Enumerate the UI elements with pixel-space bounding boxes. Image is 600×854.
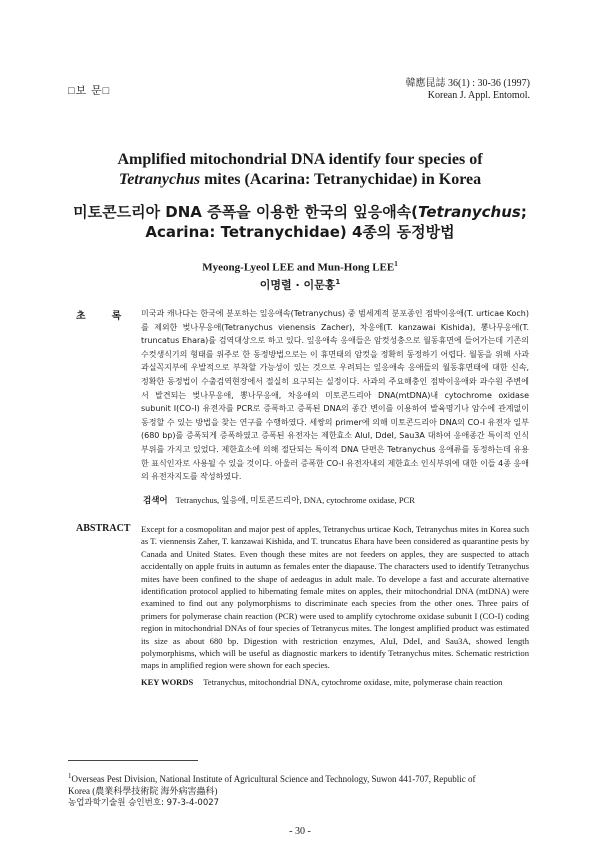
korean-abstract-label: 초록 <box>76 311 148 322</box>
korean-title-line1 <box>60 202 540 222</box>
footnote-rule <box>68 760 198 761</box>
footnote-line3: 농업과학기술원 승인번호: 97-3-4-0027 <box>68 798 220 808</box>
keywords-label: KEY WORDS <box>141 677 194 687</box>
abstract-text: Except for a cosmopolitan and major pest of apples, Tetranychus urticae Koch, Tetranychus mites in Korea such as T. viennensis Zaher, T. kanzawai Kishida, and T. truncatus Ehara have been considered as quarantine pests by Canada and United States. Even though these mites are not feeders on apples, they are suspected to attach accidentally on apple fruits in autumn as females enter the diapause. The characters used to identify Tetranychus mites have been confined to the shape of aedeagus in adult male. To develope a fast and accurate alternative identification protocol applied to hibernating female mites on apples, their mitochondrial DNA (mtDNA) were examined to find out any polymorphisms to discriminate each species from the other ones. Three pairs of primers for polymerase chain reaction (PCR) were used to amplify cytochrome oxidase subunit I (CO-I) coding region in mitochondrial DNAs of four species of Tetranycus mites. The longest amplified product was estimated its size as about 680 bp. Digestion with restriction enzymes, AluI, DdeI, and Sau3A, showed length polymorphisms, which will be useful as diagnostic markers to identify Tetranychus mites. Schematic restriction maps in amplified region were shown for each species. <box>141 524 529 671</box>
korean-title-line2: Acarina: Tetranychidae) 4종의 동정방법 <box>145 223 455 241</box>
footnote-line1: $^1$Overseas Pest Division, National Institute of Agricultural Science and Technology, Suwon 441-707, Republic of <box>68 772 476 784</box>
english-title <box>60 150 540 190</box>
korean-title-pre: 미토콘드리아 DNA 증폭을 이용한 한국의 잎응애속( <box>73 203 419 221</box>
journal-citation <box>406 78 530 102</box>
abstract-label: ABSTRACT <box>76 523 131 534</box>
korean-keywords-text: Tetranychus, 잎응애, 미토콘드리아, DNA, cytochrome oxidase, PCR <box>175 495 415 505</box>
keywords-text: Tetranychus, mitochondrial DNA, cytochrome oxidase, mite, polymerase chain reaction <box>203 677 503 687</box>
journal-english: Korean J. Appl. Entomol. <box>427 90 530 101</box>
english-title-line1: Amplified mitochondrial DNA identify four species of <box>117 151 483 168</box>
footnote-line2: Korea (農業科學技術院 海外病害蟲科) <box>68 786 218 796</box>
page-number: - 30 - <box>289 826 311 837</box>
title-genus: Tetranychus <box>118 171 201 188</box>
english-title-line2 <box>60 170 540 190</box>
korean-keywords <box>143 494 531 506</box>
section-tag: □보 문□ <box>68 85 111 97</box>
footnote <box>68 770 534 809</box>
authors-korean: 이명렬 · 이문홍$^1$ <box>259 277 341 292</box>
author-affil-mark: 1 <box>394 260 398 268</box>
korean-keywords-label: 검색어 <box>143 496 168 506</box>
korean-title-genus: Tetranychus <box>418 203 521 221</box>
title-rest: mites (Acarina: Tetranychidae) in Korea <box>200 171 482 188</box>
journal-line: 韓應昆誌 36(1) : 30-36 (1997) <box>405 78 530 89</box>
author-affil-mark-ko: 1 <box>335 277 341 286</box>
keywords <box>141 677 551 687</box>
korean-abstract-text: 미국과 캐나다는 한국에 분포하는 잎응애속(Tetranychus) 중 범세계적 분포종인 점박이응애(T. urticae Koch)를 제외한 벚나무응애(Tetranychus vienensis Zacher), 차응애(T. kanzawai Kishida), 뽕나무응애(T. truncatus Ehara)를 검역대상으로 하고 있다. 잎응애속 응애들은 암컷성충으로 월동휴면에 들어가는데 기존의 수컷생식기의 형태를 위주로 한 동정방법으로는 이 휴면태의 암컷을 정확히 동정하기 어렵다. 월동을 위해 사과 과실꼭지부에 우발적으로 부착할 가능성이 있는 것으로 우려되는 잎응애속 응애들의 월동휴면태에 대한 신속, 정확한 동정법이 수출검역현장에서 절실히 요구되는 실정이다. 사과의 주요해충인 점박이응애와 과수원 주변에서 발견되는 벚나무응애, 뽕나무응애, 차응애의 미토콘드리아 DNA(mtDNA)내 cytochrome oxidase subunit I(CO-I) 유전자를 PCR로 증폭하고 증폭된 DNA의 종간 변이를 이용하여 발육명기나 암수에 관계없이 동정할 수 있는 방법을 찾는 연구를 수행하였다. 세쌍의 primer에 의해 미토콘드리아 DNA의 CO-I 유전자 일부(680 bp)를 증폭되게 증폭하였고 증폭된 유전자는 제한효소 AluI, DdeI, Sau3A 대하여 응애종간 특이적 인식부위를 가지고 있었다. 제한효소에 의해 절단되는 특이적 DNA 단편은 Tetranychus 응애류를 동정하는데 유용한 표식인자로 사용될 수 있을 것이다. 아울러 증폭한 CO-I 유전자내의 제한효소 인식부위에 대한 이들 4종 응애의 유전자지도를 작성하였다. <box>141 309 529 482</box>
authors <box>60 257 540 292</box>
authors-english: Myeong-Lyeol LEE and Mun-Hong LEE$^1$ <box>202 260 398 274</box>
korean-title-post: ; <box>520 203 527 221</box>
korean-title <box>60 202 540 242</box>
